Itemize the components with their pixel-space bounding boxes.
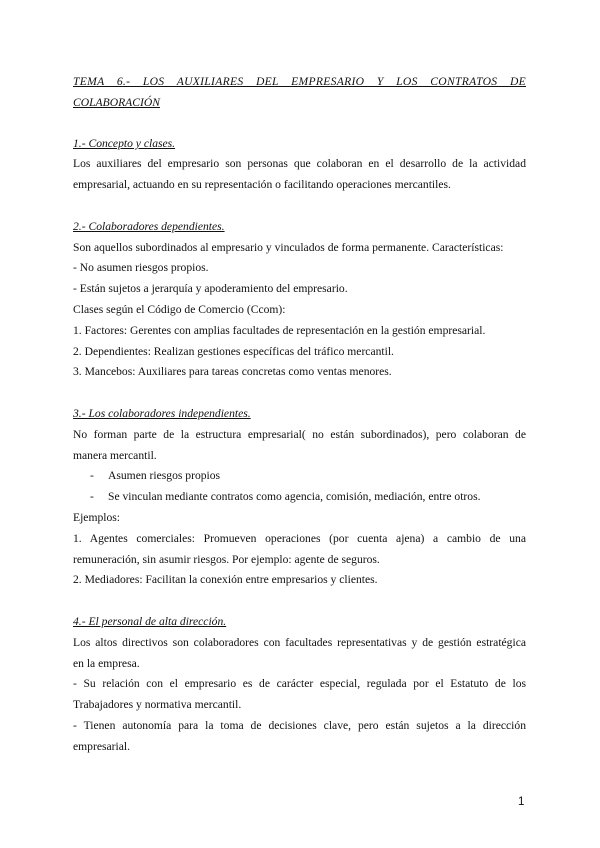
section-3-example-2: 2. Mediadores: Facilitan la conexión entre empresarios y clientes. <box>73 573 378 587</box>
section-3-dash-item <box>73 487 526 508</box>
section-4-p2-line-1: - Su relación con el empresario es de carácter especial, regulada por el Estatuto de los <box>73 677 526 691</box>
section-4-p3-line-1: - Tienen autonomía para la toma de decisiones clave, pero están sujetos a la dirección <box>73 718 526 732</box>
section-4-p1-line-1: Los altos directivos son colaboradores con facultades representativas y de gestión estratégica <box>73 635 526 649</box>
section-2 <box>73 217 526 383</box>
section-3-heading: 3.- Los colaboradores independientes. <box>73 406 251 420</box>
section-3-examples-label: Ejemplos: <box>73 510 121 524</box>
section-3-intro-line-2: manera mercantil. <box>73 448 157 462</box>
section-2-bullet: - Están sujetos a jerarquía y apoderamiento del empresario. <box>73 282 348 296</box>
section-3-dash-item <box>73 466 526 487</box>
section-2-heading: 2.- Colaboradores dependientes. <box>73 219 225 233</box>
title-line-1: TEMA 6.- LOS AUXILIARES DEL EMPRESARIO Y LOS CONTRATOS DE <box>73 75 526 88</box>
dash-marker: - <box>90 469 94 483</box>
section-1-line-2: empresarial, actuando en su representación o facilitando operaciones mercantiles. <box>73 178 451 192</box>
section-1-heading: 1.- Concepto y clases. <box>73 136 176 150</box>
section-4 <box>73 612 526 758</box>
dash-item-text: Se vinculan mediante contratos como agencia, comisión, mediación, entre otros. <box>108 490 481 504</box>
title-line-2: COLABORACIÓN <box>73 95 160 109</box>
section-2-class-item: 3. Mancebos: Auxiliares para tareas concretas como ventas menores. <box>73 365 392 379</box>
section-2-intro: Son aquellos subordinados al empresario y vinculados de forma permanente. Características: <box>73 240 504 254</box>
dash-marker: - <box>90 490 94 504</box>
section-3 <box>73 404 526 591</box>
section-4-heading: 4.- El personal de alta dirección. <box>73 614 227 628</box>
page-content <box>73 72 526 778</box>
section-2-class-item: 2. Dependientes: Realizan gestiones específicas del tráfico mercantil. <box>73 344 394 358</box>
section-3-intro-line-1: No forman parte de la estructura empresarial( no están subordinados), pero colaboran de <box>73 427 526 441</box>
section-3-example-1-line-1: 1. Agentes comerciales: Promueven operaciones (por cuenta ajena) a cambio de una <box>73 531 526 545</box>
section-2-classes-intro: Clases según el Código de Comercio (Ccom): <box>73 302 286 316</box>
dash-item-text: Asumen riesgos propios <box>108 469 221 483</box>
page-number: 1 <box>518 795 525 808</box>
section-1-line-1: Los auxiliares del empresario son personas que colaboran en el desarrollo de la actividad <box>73 157 526 171</box>
section-4-p2-line-2: Trabajadores y normativa mercantil. <box>73 698 242 712</box>
section-4-p1-line-2: en la empresa. <box>73 656 140 670</box>
section-3-example-1-line-2: remuneración, sin asumir riesgos. Por ejemplo: agente de seguros. <box>73 552 380 566</box>
section-2-bullet: - No asumen riesgos propios. <box>73 261 209 275</box>
section-4-p3-line-2: empresarial. <box>73 739 130 753</box>
section-2-class-item: 1. Factores: Gerentes con amplias facultades de representación en la gestión empresarial. <box>73 323 486 337</box>
section-1 <box>73 134 526 196</box>
